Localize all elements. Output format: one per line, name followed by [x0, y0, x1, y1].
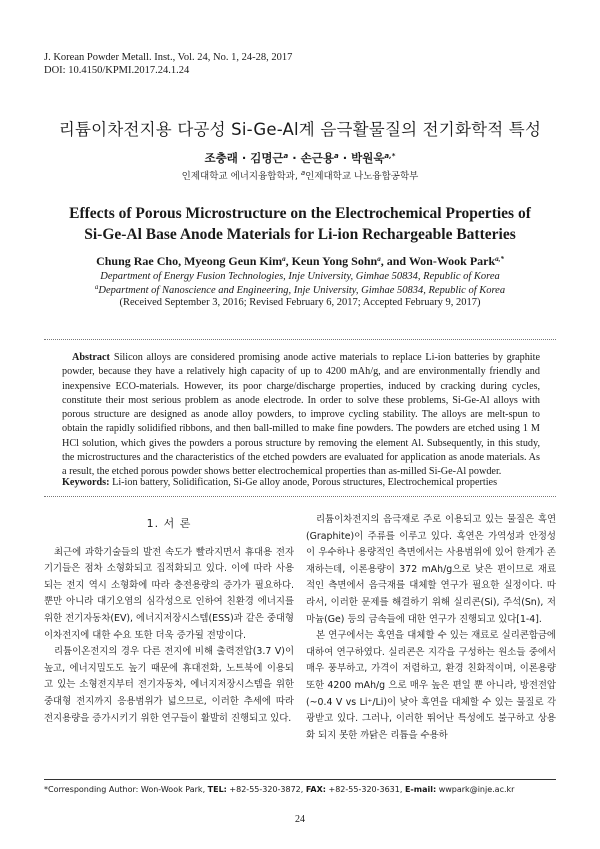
journal-citation: J. Korean Powder Metall. Inst., Vol. 24, No. 1, 24-28, 2017: [44, 52, 293, 63]
english-authors: Chung Rae Cho, Myeong Geun Kim$^a$, Keun Yong Sohn$^a$, and Won-Wook Park$^{a,*}$: [96, 254, 504, 268]
received-dates: (Received September 3, 2016; Revised February 6, 2017; Accepted February 9, 2017): [119, 297, 481, 308]
abstract-label: Abstract: [72, 352, 110, 363]
abstract-top-divider: [44, 339, 556, 340]
author-email: wwpark@inje.ac.kr: [436, 785, 515, 794]
body-paragraph: 최근에 과학기술들의 발전 속도가 빨라지면서 휴대용 전자기기들은 점차 소형화되고 집적화되고 있다. 이에 따라 사용되는 전지 역시 소형화에 따라 충전용량의 증가가 필요하다. 뿐만 아니라 대기오염의 심각성으로 인하여 친환경 에너지를 위한 전기자동차(EV), 에너지저장시스템(ESS)과 같은 중대형 이차전지에 대한 수요 또한 더욱 증가될 전망이다.: [44, 546, 294, 641]
abstract-bottom-divider: [44, 496, 556, 497]
abstract-text: Silicon alloys are considered promising anode active materials to replace Li-ion batteries by graphite powder, because they have a relatively high capacity of up to 4200 mAh/g, and are environmentally friendly and inexpensive ECO-materials. However, its poor charge/discharge properties, induced by cracking during cycles, constitute their most serious problem as anode electrode. In order to solve these problems, Si-Ge-Al alloys with porous structure are designed as anode alloy powders, to improve cycling stability. The alloys are melt-spun to obtain the rapidly solidified ribbons, and then ball-milled to make fine powders. The powders are etched using 1 M HCl solution, which gives the powders a porous structure by removing the element Al. Subsequently, in this study, the microstructures and the characteristics of the etched powders are evaluated for application as anode materials. As a result, the etched porous powder shows better electrochemical properties than as-milled Si-Ge-Al powder.: [62, 352, 540, 478]
journal-doi: DOI: 10.4150/KPMI.2017.24.1.24: [44, 65, 190, 76]
abstract: [62, 351, 540, 480]
body-paragraph: 리튬이차전지의 음극재로 주로 이용되고 있는 물질은 흑연(Graphite)이 주류를 이루고 있다. 흑연은 가역성과 안정성이 우수하나 용량적인 측면에서는 사용범위에 있어 한계가 존재하는데, 이론용량이 372 mAh/g으로 낮은 편이므로 재료적인 측면에서 음극재를 대체할 연구가 필요한 실정이다. 따라서, 이러한 문제를 해결하기 위해 실리콘(Si), 주석(Sn), 저마늄(Ge) 등의 금속들에 대한 연구가 진행되고 있다[1-4].: [306, 514, 556, 625]
journal-header: [44, 51, 292, 77]
english-affiliation: Department of Energy Fusion Technologies, Inje University, Gimhae 50834, Republic of Korea $^a$Department of Nanoscience and Engineering, Inje University, Gimhae 50834, Republic of Korea: [94, 271, 506, 296]
english-title: Effects of Porous Microstructure on the Electrochemical Properties of Si-Ge-Al Base Anode Materials for Li-ion Rechargeable Batteries: [69, 205, 531, 243]
keywords: [62, 477, 540, 488]
section-heading: 1. 서 론: [146, 517, 192, 530]
keywords-label: Keywords:: [62, 477, 110, 488]
body-paragraph: 리튬이온전지의 경우 다른 전지에 비해 출력전압(3.7 V)이 높고, 에너지밀도도 높기 때문에 휴대전화, 노트북에 이용되고 있는 소형전지부터 전기자동차, 에너지저장시스템을 위한 중대형 전지까지 응용범위가 넓으므로, 이러한 추세에 따라 전지용량을 증가시키기 위한 연구들이 활발히 진행되고 있다.: [44, 646, 294, 724]
page-number: 24: [295, 814, 305, 825]
footnote-divider: [44, 779, 556, 780]
korean-title: 리튬이차전지용 다공성 Si-Ge-Al계 음극활물질의 전기화학적 특성: [58, 120, 542, 139]
keywords-text: Li-ion battery, Solidification, Si-Ge alloy anode, Porous structures, Electrochemical properties: [109, 477, 498, 488]
body-column-right: [306, 512, 556, 744]
corresponding-author-footnote: *Corresponding Author: Won-Wook Park, TEL: +82-55-320-3872, FAX: +82-55-320-3631, E-mail: wwpark@inje.ac.kr: [44, 785, 515, 794]
korean-affiliation: 인제대학교 에너지융합학과, $^a$인제대학교 나노융합공학부: [181, 169, 419, 182]
korean-authors: 조충래 · 김명근$^a$ · 손근용$^a$ · 박원욱$^{a,*}$: [204, 151, 396, 165]
body-column-left: [44, 512, 294, 727]
body-paragraph: 본 연구에서는 흑연을 대체할 수 있는 재료로 실리콘합금에 대하여 연구하였다. 실리콘은 지각을 구성하는 원소들 중에서 매우 풍부하고, 가격이 저렴하고, 환경 친화적이며, 이론용량 또한 4200 mAh/g 으로 매우 높은 편일 뿐 아니라, 방전전압(~0.4 V vs Li⁺/Li)이 낮아 흑연을 대체할 수 있는 물질로 각광받고 있다. 그러나, 이러한 뛰어난 특성에도 불구하고 상용화 되지 못한 까닭은 리튬을 수용하: [306, 630, 556, 741]
